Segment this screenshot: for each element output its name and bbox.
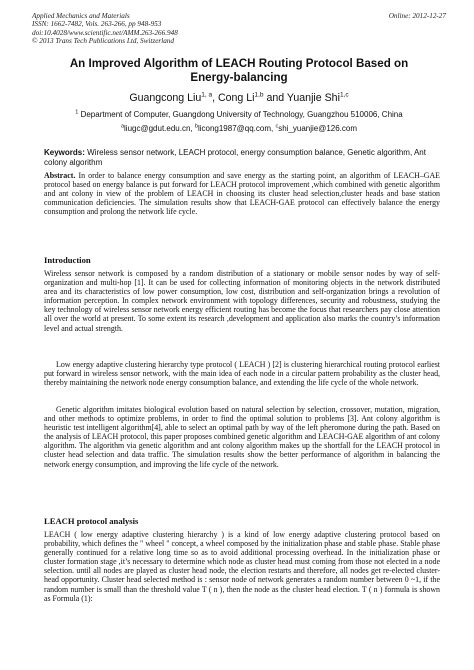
abstract-label: Abstract. [44, 171, 76, 180]
intro-paragraph-2: Low energy adaptive clustering hierarchy type protocol ( LEACH ) [2] is clustering hierarchical routing protocol earliest put forward in wireless sensor network, with the main idea of each node in a circular pattern probability as the cluster head, thereby maintaining the network node energy consumption balance, and extending the life cycle of the whole network. [44, 360, 440, 388]
title-line-1: An Improved Algorithm of LEACH Routing Protocol Based on [69, 57, 409, 70]
leach-paragraph-1: LEACH ( low energy adaptive clustering hierarchy ) is a kind of low energy adaptive clustering protocol based on probability, which defines the " wheel " concept, a wheel composed by the initialization phase and stable phase. Stable phase generally continued for a relative long time so as to avoid additional processing overhead. In the initialization phase or cluster formation stage ,it’s necessary to determine which node as cluster head must coming from those not elected in a node selection. until all nodes are played as cluster head node, the election restarts and therefore, all nodes get re-elected cluster-head opportunity. Cluster head selected method is : sensor node of network generates a random number between 0 ~1, if the random number is small than the threshold value T ( n ), then the node as the cluster head election. T ( n ) formula is shown as Formula (1): [44, 530, 440, 603]
doi-line: doi:10.4028/www.scientific.net/AMM.263-266.948 [32, 28, 178, 37]
journal-header [32, 12, 446, 46]
online-date: Online: 2012-12-27 [388, 12, 446, 20]
keywords-text: Wireless sensor network, LEACH protocol, energy consumption balance, Genetic algorithm, Ant colony algorithm [44, 148, 426, 167]
paper-title [32, 57, 446, 85]
keywords-label: Keywords: [44, 148, 85, 157]
intro-paragraph-1: Wireless sensor network is composed by a random distribution of a stationary or mobile sensor nodes by way of self-organization and multi-hop [1]. It can be used for collecting information of monitoring objects in the network distributed area and its characteristics of low power consumption, low cost, distribution and self-organization brings a revolution of information perception. In complex network environment with topology differences, security and robustness, studying the key technology of wireless sensor network energy efficient routing has become the focus that researchers pay close attention all over the world at present. To some extent its research ,development and application also marks the country’s information level and actual strength. [44, 269, 440, 333]
email-a-sup: a [120, 123, 125, 130]
abstract-text: In order to balance energy consumption and save energy as the starting point, an algorithm of LEACH–GAE protocol based on energy balance is put forward for LEACH protocol improvement ,which combined with genetic algorithm and ant colony in view of the problem of LEACH in choosing its cluster head selection,cluster heads and base station communication deficiencies. The simulation results show that LEACH-GAE protocol can effectively balance the energy consumption and prolong the network life cycle. [44, 171, 440, 217]
email-b: licong1987@qq.com, [197, 124, 276, 133]
keywords [44, 148, 440, 168]
author-sep-2: and [263, 92, 287, 104]
leach-heading: LEACH protocol analysis [44, 516, 139, 526]
author-2-sup: 1,b [254, 91, 264, 99]
abstract [44, 171, 440, 216]
intro-heading: Introduction [44, 255, 91, 265]
author-emails [32, 124, 446, 134]
author-1-sup: 1, a [201, 91, 213, 99]
author-2: Cong Li [217, 92, 255, 104]
journal-name: Applied Mechanics and Materials [32, 12, 130, 20]
author-1: Guangcong Liu [129, 92, 202, 104]
author-sep-1: , [212, 92, 218, 104]
author-3: Yuanjie Shi [286, 92, 340, 104]
copyright-line: © 2013 Trans Tech Publications Ltd, Switzerland [32, 37, 174, 46]
intro-paragraph-3: Genetic algorithm imitates biological evolution based on natural selection by selection, crossover, mutation, migration, and other methods to optimize problems, in order to find the optimal solution to problems [3]. Ant colony algorithm is heuristic test intelligent algorithm[4], able to select an optimal path by way of the left pheromone during the path. Based on the analysis of LEACH protocol, this paper proposes combined genetic algorithm and LEACH-GAE algorithm of ant colony algorithm. The algorithm via genetic algorithm and ant colony algorithm makes up the shortfall for the LEACH protocol in cluster head selection and data traffic. The simulation results show the better performance of algorithm in balancing the network energy consumption, and improving the life cycle of the network. [44, 405, 440, 469]
author-list [32, 92, 446, 105]
email-c-sup: c [275, 123, 279, 130]
affiliation [32, 110, 446, 120]
affiliation-sup: 1 [75, 109, 79, 116]
issn-line: ISSN: 1662-7482, Vols. 263-266, pp 948-953 [32, 20, 162, 29]
title-line-2: Energy-balancing [190, 71, 288, 84]
author-3-sup: 1,c [339, 91, 349, 99]
email-c: shi_yuanjie@126.com [278, 124, 358, 133]
email-b-sup: b [194, 123, 198, 130]
email-a: liugc@gdut.edu.cn, [124, 124, 195, 133]
affiliation-text: Department of Computer, Guangdong University of Technology, Guangzhou 510006, China [78, 110, 403, 119]
